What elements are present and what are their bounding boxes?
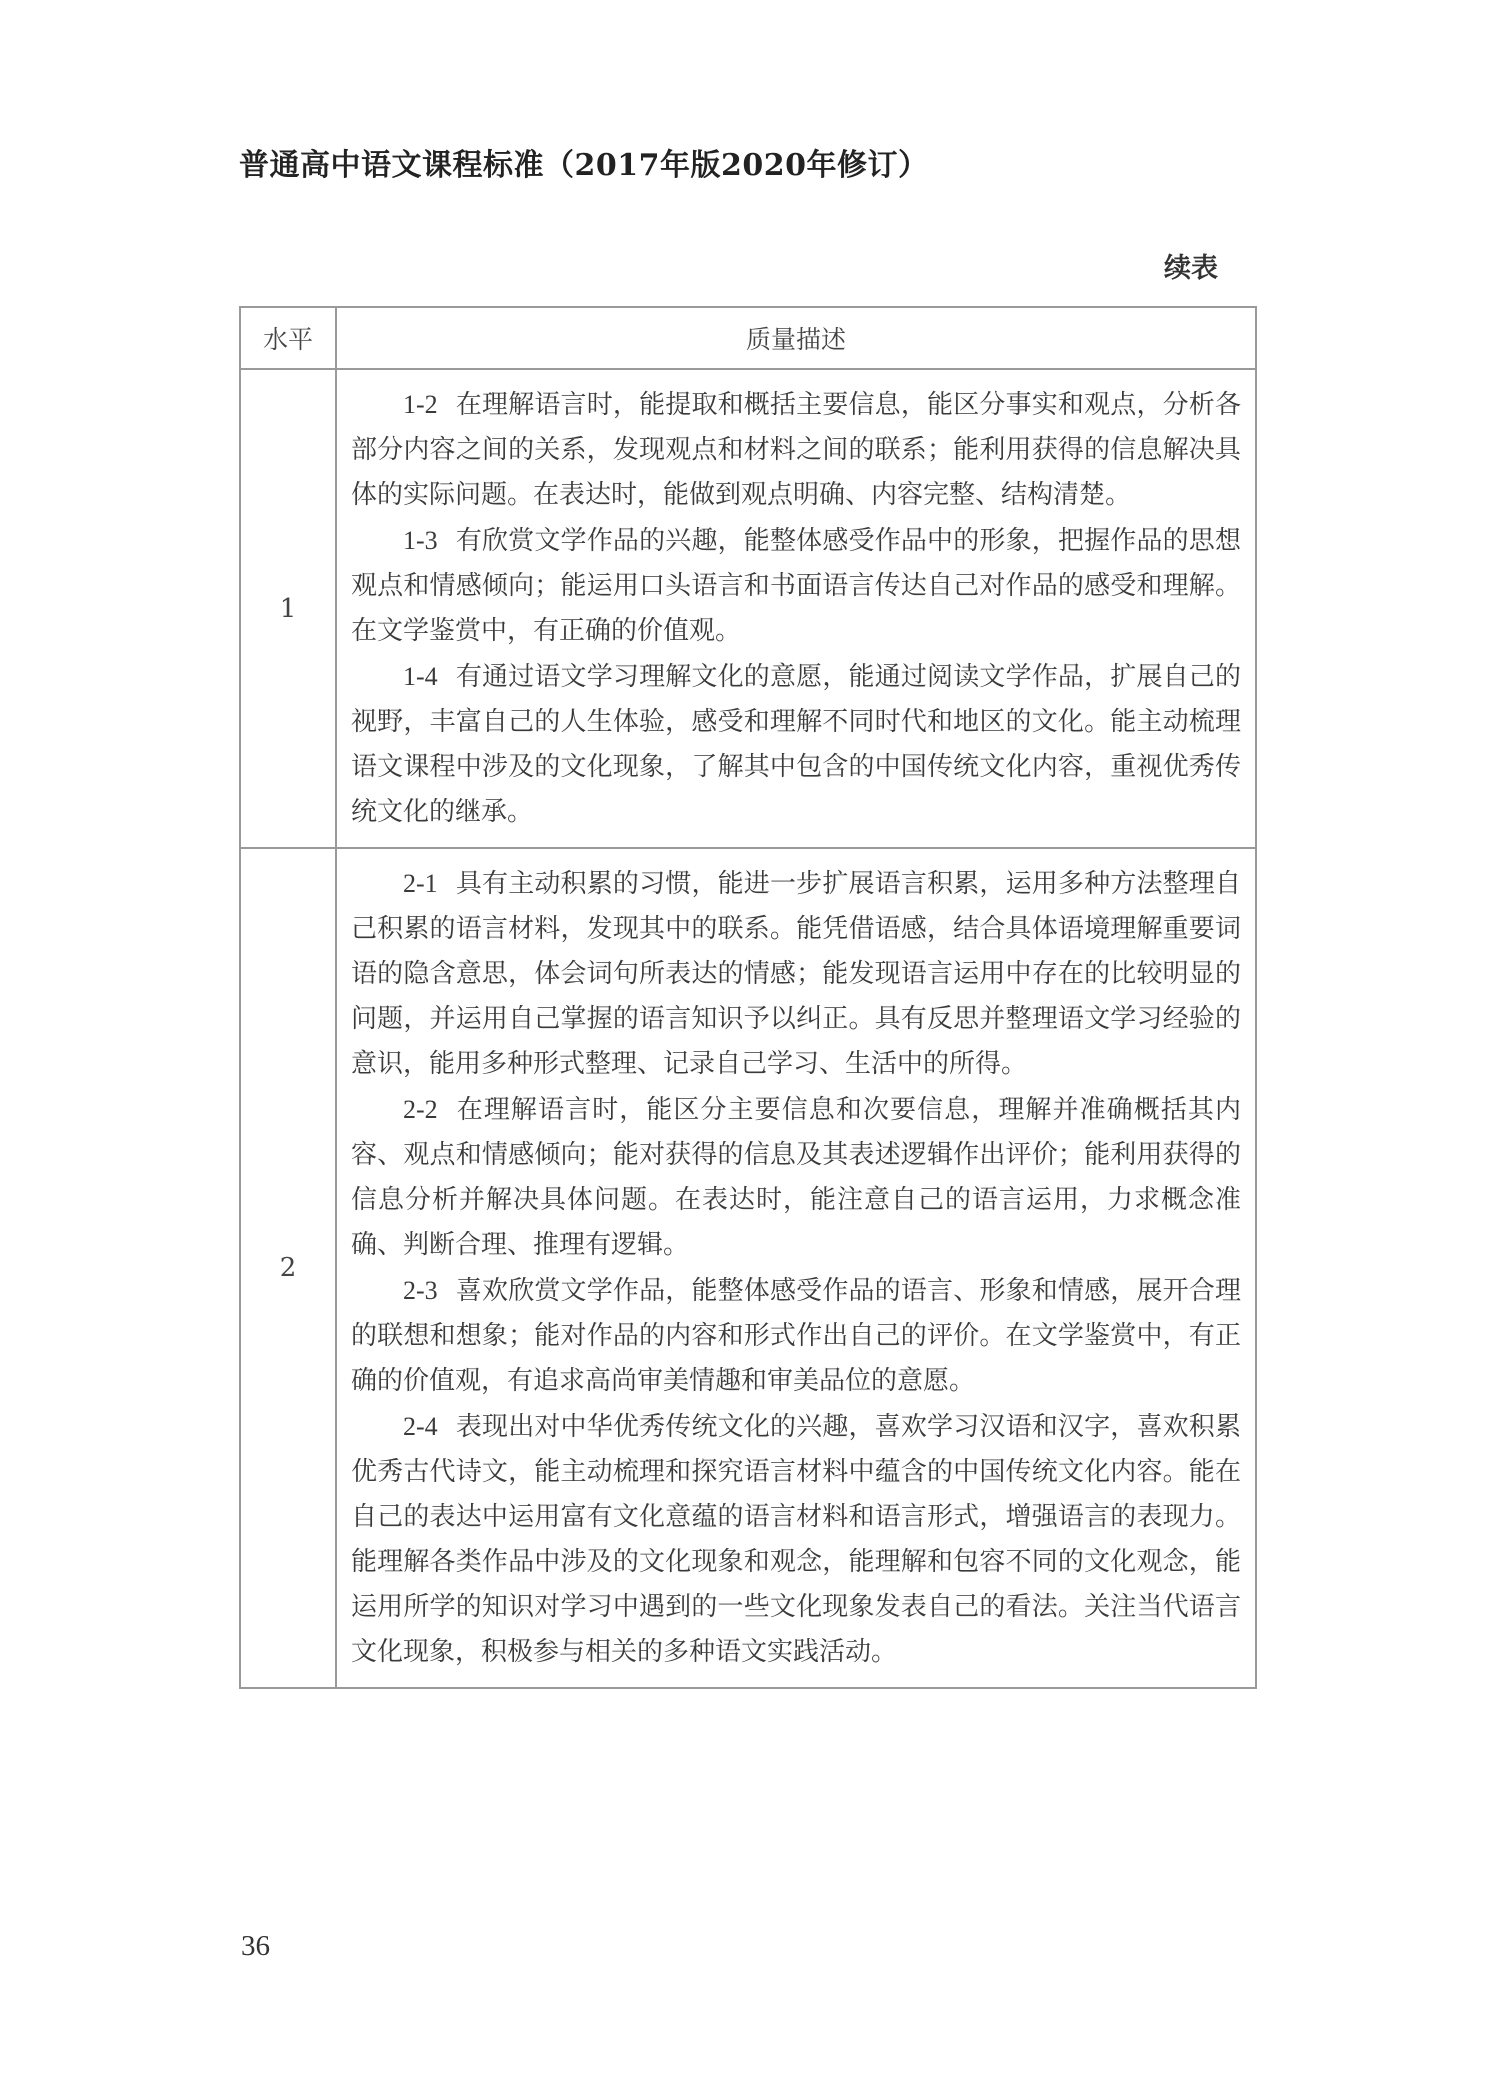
item-code: 2-4 bbox=[403, 1412, 438, 1441]
item-code: 1-2 bbox=[403, 390, 438, 419]
level-cell: 2 bbox=[240, 848, 336, 1688]
description-cell bbox=[336, 848, 1256, 1688]
description-paragraph bbox=[351, 1268, 1241, 1404]
column-header-level: 水平 bbox=[240, 307, 336, 369]
item-code: 1-3 bbox=[403, 526, 438, 555]
item-text: 喜欢欣赏文学作品，能整体感受作品的语言、形象和情感，展开合理的联想和想象；能对作品的内容和形式作出自己的评价。在文学鉴赏中，有正确的价值观，有追求高尚审美情趣和审美品位的意愿。 bbox=[351, 1276, 1241, 1396]
item-code: 1-4 bbox=[403, 662, 438, 691]
description-paragraph bbox=[351, 382, 1241, 518]
description-paragraph bbox=[351, 1404, 1241, 1675]
item-text: 在理解语言时，能提取和概括主要信息，能区分事实和观点，分析各部分内容之间的关系，发现观点和材料之间的联系；能利用获得的信息解决具体的实际问题。在表达时，能做到观点明确、内容完整、结构清楚。 bbox=[351, 390, 1241, 510]
table-row-level-1 bbox=[240, 369, 1256, 848]
item-text: 具有主动积累的习惯，能进一步扩展语言积累，运用多种方法整理自己积累的语言材料，发现其中的联系。能凭借语感，结合具体语境理解重要词语的隐含意思，体会词句所表达的情感；能发现语言运用中存在的比较明显的问题，并运用自己掌握的语言知识予以纠正。具有反思并整理语文学习经验的意识，能用多种形式整理、记录自己学习、生活中的所得。 bbox=[351, 869, 1241, 1079]
description-paragraph bbox=[351, 518, 1241, 654]
item-code: 2-2 bbox=[403, 1095, 438, 1124]
column-header-description: 质量描述 bbox=[336, 307, 1256, 369]
item-text: 有通过语文学习理解文化的意愿，能通过阅读文学作品，扩展自己的视野，丰富自己的人生体验，感受和理解不同时代和地区的文化。能主动梳理语文课程中涉及的文化现象，了解其中包含的中国传统文化内容，重视优秀传统文化的继承。 bbox=[351, 662, 1241, 827]
item-text: 表现出对中华优秀传统文化的兴趣，喜欢学习汉语和汉字，喜欢积累优秀古代诗文，能主动梳理和探究语言材料中蕴含的中国传统文化内容。能在自己的表达中运用富有文化意蕴的语言材料和语言形式，增强语言的表现力。能理解各类作品中涉及的文化现象和观念，能理解和包容不同的文化观念，能运用所学的知识对学习中遇到的一些文化现象发表自己的看法。关注当代语言文化现象，积极参与相关的多种语文实践活动。 bbox=[351, 1412, 1241, 1667]
item-code: 2-3 bbox=[403, 1276, 438, 1305]
table-row-level-2 bbox=[240, 848, 1256, 1688]
table-header-row bbox=[240, 307, 1256, 369]
description-paragraph bbox=[351, 654, 1241, 835]
quality-description-table bbox=[239, 306, 1257, 1689]
item-code: 2-1 bbox=[403, 869, 438, 898]
continued-table-label: 续表 bbox=[1164, 253, 1218, 284]
description-paragraph bbox=[351, 861, 1241, 1087]
item-text: 在理解语言时，能区分主要信息和次要信息，理解并准确概括其内容、观点和情感倾向；能对获得的信息及其表述逻辑作出评价；能利用获得的信息分析并解决具体问题。在表达时，能注意自己的语言运用，力求概念准确、判断合理、推理有逻辑。 bbox=[351, 1095, 1241, 1260]
description-paragraph bbox=[351, 1087, 1241, 1268]
page-number: 36 bbox=[241, 1930, 270, 1962]
item-text: 有欣赏文学作品的兴趣，能整体感受作品中的形象，把握作品的思想观点和情感倾向；能运用口头语言和书面语言传达自己对作品的感受和理解。在文学鉴赏中，有正确的价值观。 bbox=[351, 526, 1241, 646]
level-cell: 1 bbox=[240, 369, 336, 848]
description-cell bbox=[336, 369, 1256, 848]
running-header-title: 普通高中语文课程标准（2017年版2020年修订） bbox=[239, 148, 929, 183]
